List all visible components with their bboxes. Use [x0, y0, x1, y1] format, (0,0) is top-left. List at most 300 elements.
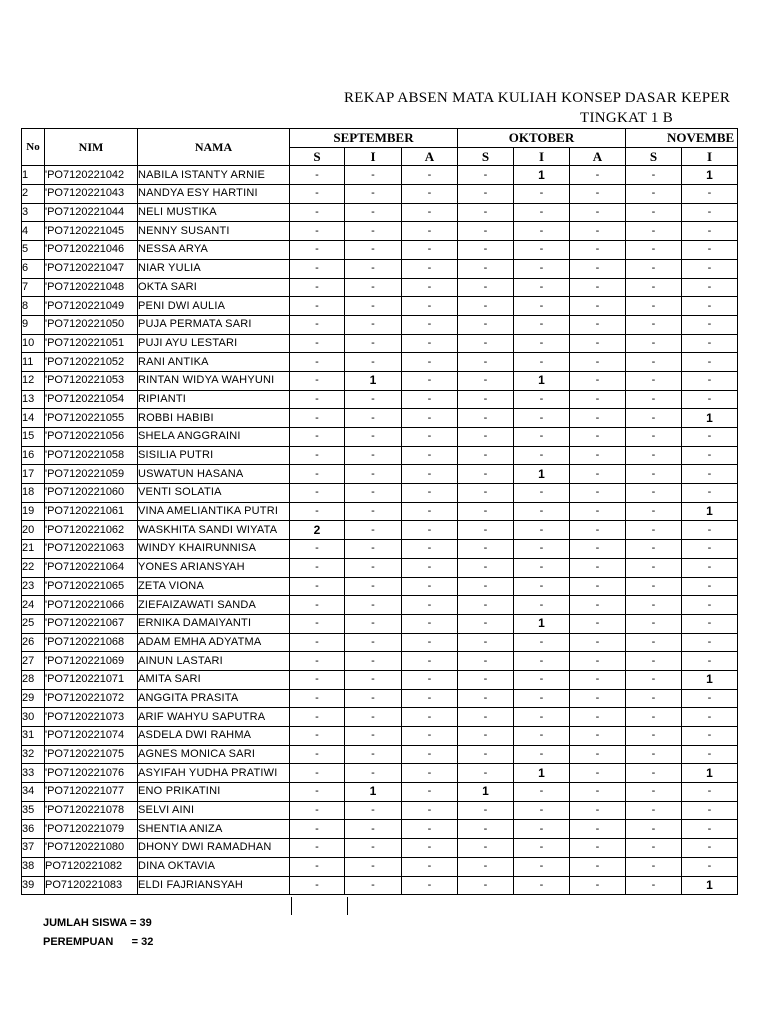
table-body — [22, 166, 738, 895]
attendance-cell: - — [345, 801, 402, 820]
attendance-cell: - — [290, 801, 345, 820]
subheader-a: A — [402, 147, 458, 166]
attendance-cell: - — [290, 315, 345, 334]
attendance-cell: - — [290, 446, 345, 465]
row-number: 38 — [22, 857, 45, 876]
attendance-cell: - — [345, 820, 402, 839]
subheader-s: S — [626, 147, 682, 166]
student-name: YONES ARIANSYAH — [138, 558, 290, 577]
row-number: 22 — [22, 558, 45, 577]
table-row — [22, 876, 738, 895]
attendance-cell: - — [290, 839, 345, 858]
student-nim: 'PO7120221042 — [45, 166, 138, 185]
attendance-cell: - — [402, 315, 458, 334]
attendance-cell: - — [290, 428, 345, 447]
student-nim: 'PO7120221054 — [45, 390, 138, 409]
attendance-cell: - — [402, 708, 458, 727]
attendance-table — [21, 128, 738, 895]
attendance-cell: - — [514, 353, 570, 372]
attendance-cell: - — [402, 745, 458, 764]
table-row — [22, 521, 738, 540]
attendance-cell: - — [290, 502, 345, 521]
student-name: ZIEFAIZAWATI SANDA — [138, 596, 290, 615]
attendance-cell: - — [626, 727, 682, 746]
student-name: ZETA VIONA — [138, 577, 290, 596]
attendance-cell: - — [290, 596, 345, 615]
student-name: ERNIKA DAMAIYANTI — [138, 614, 290, 633]
attendance-cell: - — [626, 278, 682, 297]
attendance-cell: - — [682, 839, 738, 858]
student-name: NELI MUSTIKA — [138, 203, 290, 222]
attendance-cell: 1 — [682, 876, 738, 895]
attendance-cell: - — [514, 633, 570, 652]
attendance-cell: - — [458, 708, 514, 727]
attendance-cell: - — [458, 633, 514, 652]
attendance-cell: - — [626, 633, 682, 652]
subheader-i: I — [345, 147, 402, 166]
attendance-cell: - — [514, 801, 570, 820]
attendance-cell: - — [626, 596, 682, 615]
attendance-cell: - — [570, 484, 626, 503]
student-name: NIAR YULIA — [138, 259, 290, 278]
table-row — [22, 614, 738, 633]
student-nim: 'PO7120221058 — [45, 446, 138, 465]
row-number: 37 — [22, 839, 45, 858]
attendance-cell: - — [402, 222, 458, 241]
student-name: ASYIFAH YUDHA PRATIWI — [138, 764, 290, 783]
attendance-cell: - — [402, 334, 458, 353]
attendance-cell: - — [682, 633, 738, 652]
attendance-cell: - — [345, 745, 402, 764]
attendance-cell: - — [290, 185, 345, 204]
attendance-cell: - — [402, 166, 458, 185]
attendance-cell: - — [514, 222, 570, 241]
student-nim: 'PO7120221079 — [45, 820, 138, 839]
attendance-cell: 1 — [458, 783, 514, 802]
attendance-cell: - — [290, 203, 345, 222]
table-row — [22, 484, 738, 503]
attendance-cell: - — [402, 278, 458, 297]
attendance-cell: - — [682, 222, 738, 241]
attendance-cell: - — [626, 857, 682, 876]
student-name: ELDI FAJRIANSYAH — [138, 876, 290, 895]
student-name: AGNES MONICA SARI — [138, 745, 290, 764]
attendance-cell: - — [682, 465, 738, 484]
attendance-cell: - — [345, 353, 402, 372]
attendance-cell: - — [682, 315, 738, 334]
row-number: 10 — [22, 334, 45, 353]
table-row — [22, 241, 738, 260]
attendance-cell: - — [682, 185, 738, 204]
table-row — [22, 259, 738, 278]
attendance-cell: - — [290, 241, 345, 260]
student-name: VINA AMELIANTIKA PUTRI — [138, 502, 290, 521]
attendance-cell: - — [570, 259, 626, 278]
attendance-cell: - — [682, 353, 738, 372]
attendance-cell: - — [345, 297, 402, 316]
attendance-cell: - — [345, 334, 402, 353]
attendance-cell: - — [514, 446, 570, 465]
attendance-cell: - — [514, 521, 570, 540]
attendance-cell: - — [402, 185, 458, 204]
row-number: 16 — [22, 446, 45, 465]
attendance-cell: - — [626, 670, 682, 689]
attendance-cell: - — [682, 278, 738, 297]
attendance-cell: - — [514, 259, 570, 278]
attendance-cell: - — [682, 297, 738, 316]
subheader-i: I — [682, 147, 738, 166]
attendance-cell: - — [290, 857, 345, 876]
attendance-cell: - — [514, 839, 570, 858]
attendance-cell: - — [570, 596, 626, 615]
row-number: 11 — [22, 353, 45, 372]
table-row — [22, 297, 738, 316]
attendance-cell: - — [626, 334, 682, 353]
attendance-cell: - — [458, 484, 514, 503]
attendance-cell: - — [570, 334, 626, 353]
row-number: 5 — [22, 241, 45, 260]
attendance-cell: 1 — [514, 614, 570, 633]
attendance-cell: - — [682, 446, 738, 465]
attendance-cell: - — [402, 502, 458, 521]
table-row — [22, 727, 738, 746]
attendance-cell: - — [458, 839, 514, 858]
attendance-cell: - — [570, 801, 626, 820]
student-name: SELVI AINI — [138, 801, 290, 820]
attendance-cell: - — [626, 166, 682, 185]
attendance-cell: - — [570, 428, 626, 447]
attendance-cell: - — [290, 670, 345, 689]
attendance-cell: - — [626, 371, 682, 390]
attendance-cell: - — [514, 241, 570, 260]
attendance-cell: - — [626, 783, 682, 802]
student-name: ENO PRIKATINI — [138, 783, 290, 802]
row-number: 33 — [22, 764, 45, 783]
attendance-cell: - — [402, 371, 458, 390]
attendance-cell: - — [682, 745, 738, 764]
attendance-cell: - — [290, 558, 345, 577]
attendance-cell: - — [514, 596, 570, 615]
student-name: PENI DWI AULIA — [138, 297, 290, 316]
table-row — [22, 371, 738, 390]
document-title: REKAP ABSEN MATA KULIAH KONSEP DASAR KEPER — [344, 90, 731, 106]
table-row — [22, 708, 738, 727]
attendance-cell: - — [682, 783, 738, 802]
attendance-cell: - — [458, 353, 514, 372]
student-nim: 'PO7120221075 — [45, 745, 138, 764]
attendance-cell: - — [626, 820, 682, 839]
attendance-cell: - — [570, 820, 626, 839]
student-name: SISILIA PUTRI — [138, 446, 290, 465]
attendance-cell: - — [345, 315, 402, 334]
student-name: ADAM EMHA ADYATMA — [138, 633, 290, 652]
attendance-cell: - — [682, 521, 738, 540]
table-row — [22, 409, 738, 428]
attendance-cell: - — [345, 689, 402, 708]
attendance-cell: - — [514, 409, 570, 428]
attendance-cell: - — [626, 558, 682, 577]
student-nim: 'PO7120221059 — [45, 465, 138, 484]
attendance-cell: - — [570, 297, 626, 316]
subheader-a: A — [570, 147, 626, 166]
attendance-cell: - — [458, 390, 514, 409]
attendance-cell: - — [345, 166, 402, 185]
attendance-cell: - — [290, 259, 345, 278]
attendance-cell: - — [458, 801, 514, 820]
attendance-cell: - — [402, 652, 458, 671]
row-number: 32 — [22, 745, 45, 764]
attendance-cell: - — [458, 540, 514, 559]
student-name: DHONY DWI RAMADHAN — [138, 839, 290, 858]
row-number: 28 — [22, 670, 45, 689]
table-row — [22, 801, 738, 820]
attendance-cell: - — [345, 259, 402, 278]
student-nim: 'PO7120221052 — [45, 353, 138, 372]
attendance-cell: - — [458, 521, 514, 540]
row-number: 23 — [22, 577, 45, 596]
attendance-cell: - — [682, 801, 738, 820]
attendance-cell: - — [626, 259, 682, 278]
attendance-cell: - — [402, 689, 458, 708]
row-number: 7 — [22, 278, 45, 297]
attendance-cell: - — [290, 390, 345, 409]
attendance-cell: - — [570, 558, 626, 577]
attendance-cell: - — [570, 876, 626, 895]
attendance-cell: - — [458, 577, 514, 596]
student-nim: 'PO7120221064 — [45, 558, 138, 577]
attendance-cell: - — [345, 222, 402, 241]
attendance-cell: - — [345, 614, 402, 633]
student-nim: 'PO7120221072 — [45, 689, 138, 708]
attendance-cell: - — [345, 521, 402, 540]
subheader-s: S — [458, 147, 514, 166]
attendance-cell: - — [682, 334, 738, 353]
attendance-cell: 1 — [514, 465, 570, 484]
attendance-cell: - — [345, 764, 402, 783]
attendance-cell: - — [682, 820, 738, 839]
attendance-cell: - — [290, 166, 345, 185]
attendance-cell: - — [682, 390, 738, 409]
student-nim: 'PO7120221060 — [45, 484, 138, 503]
attendance-cell: - — [458, 428, 514, 447]
attendance-cell: 1 — [514, 371, 570, 390]
table-row — [22, 465, 738, 484]
total-students: JUMLAH SISWA = 39 — [43, 917, 152, 929]
attendance-cell: - — [626, 708, 682, 727]
attendance-cell: - — [345, 465, 402, 484]
student-nim: 'PO7120221062 — [45, 521, 138, 540]
attendance-cell: - — [514, 857, 570, 876]
attendance-cell: - — [458, 558, 514, 577]
attendance-cell: - — [514, 203, 570, 222]
table-row — [22, 278, 738, 297]
attendance-cell: - — [402, 259, 458, 278]
attendance-cell: - — [514, 185, 570, 204]
row-number: 27 — [22, 652, 45, 671]
table-row — [22, 203, 738, 222]
table-row — [22, 185, 738, 204]
attendance-cell: 1 — [514, 166, 570, 185]
attendance-cell: - — [345, 708, 402, 727]
table-row — [22, 857, 738, 876]
attendance-cell: - — [514, 783, 570, 802]
student-name: SHENTIA ANIZA — [138, 820, 290, 839]
attendance-cell: - — [402, 521, 458, 540]
attendance-cell: - — [570, 670, 626, 689]
attendance-cell: - — [682, 689, 738, 708]
student-name: DINA OKTAVIA — [138, 857, 290, 876]
student-name: RINTAN WIDYA WAHYUNI — [138, 371, 290, 390]
student-name: PUJA PERMATA SARI — [138, 315, 290, 334]
student-nim: 'PO7120221055 — [45, 409, 138, 428]
student-name: RANI ANTIKA — [138, 353, 290, 372]
attendance-cell: - — [402, 446, 458, 465]
attendance-cell: - — [626, 577, 682, 596]
attendance-cell: - — [458, 689, 514, 708]
attendance-cell: - — [402, 558, 458, 577]
attendance-cell: - — [458, 446, 514, 465]
table-row — [22, 446, 738, 465]
attendance-cell: - — [458, 745, 514, 764]
attendance-cell: - — [402, 614, 458, 633]
student-nim: 'PO7120221050 — [45, 315, 138, 334]
row-number: 29 — [22, 689, 45, 708]
row-number: 18 — [22, 484, 45, 503]
row-number: 30 — [22, 708, 45, 727]
attendance-cell: - — [514, 745, 570, 764]
student-nim: 'PO7120221080 — [45, 839, 138, 858]
attendance-cell: - — [514, 689, 570, 708]
document-subtitle: TINGKAT 1 B — [580, 110, 674, 126]
row-number: 6 — [22, 259, 45, 278]
attendance-cell: - — [290, 577, 345, 596]
attendance-cell: - — [458, 596, 514, 615]
table-row — [22, 839, 738, 858]
student-name: NESSA ARYA — [138, 241, 290, 260]
student-nim: 'PO7120221074 — [45, 727, 138, 746]
attendance-cell: - — [626, 409, 682, 428]
attendance-cell: - — [402, 484, 458, 503]
attendance-cell: - — [458, 409, 514, 428]
student-nim: 'PO7120221065 — [45, 577, 138, 596]
table-row — [22, 334, 738, 353]
subheader-s: S — [290, 147, 345, 166]
student-nim: 'PO7120221061 — [45, 502, 138, 521]
table-row — [22, 670, 738, 689]
attendance-cell: - — [514, 820, 570, 839]
attendance-cell: - — [458, 820, 514, 839]
student-name: USWATUN HASANA — [138, 465, 290, 484]
student-nim: 'PO7120221066 — [45, 596, 138, 615]
attendance-cell: - — [458, 670, 514, 689]
student-nim: 'PO7120221063 — [45, 540, 138, 559]
student-name: WASKHITA SANDI WIYATA — [138, 521, 290, 540]
attendance-cell: 1 — [682, 670, 738, 689]
attendance-cell: - — [345, 727, 402, 746]
attendance-cell: - — [514, 428, 570, 447]
attendance-cell: - — [570, 353, 626, 372]
attendance-cell: - — [458, 203, 514, 222]
header-month-oktober: OKTOBER — [458, 129, 626, 148]
attendance-cell: - — [682, 259, 738, 278]
row-number: 35 — [22, 801, 45, 820]
row-number: 9 — [22, 315, 45, 334]
female-count: PEREMPUAN = 32 — [43, 936, 154, 948]
student-name: AINUN LASTARI — [138, 652, 290, 671]
attendance-cell: 1 — [345, 371, 402, 390]
attendance-cell: - — [402, 203, 458, 222]
attendance-cell: - — [626, 540, 682, 559]
student-name: VENTI SOLATIA — [138, 484, 290, 503]
student-nim: 'PO7120221049 — [45, 297, 138, 316]
attendance-cell: - — [345, 428, 402, 447]
attendance-cell: - — [345, 446, 402, 465]
student-nim: 'PO7120221048 — [45, 278, 138, 297]
attendance-cell: - — [626, 614, 682, 633]
attendance-cell: - — [458, 614, 514, 633]
student-name: OKTA SARI — [138, 278, 290, 297]
attendance-cell: - — [290, 540, 345, 559]
attendance-cell: - — [290, 278, 345, 297]
attendance-cell: - — [402, 465, 458, 484]
student-name: ANGGITA PRASITA — [138, 689, 290, 708]
attendance-cell: - — [514, 278, 570, 297]
table-row — [22, 353, 738, 372]
attendance-cell: - — [402, 820, 458, 839]
attendance-cell: - — [626, 745, 682, 764]
attendance-cell: - — [626, 297, 682, 316]
header-no: No — [22, 129, 45, 166]
attendance-cell: - — [570, 185, 626, 204]
attendance-cell: - — [458, 241, 514, 260]
attendance-cell: - — [290, 783, 345, 802]
attendance-cell: - — [682, 540, 738, 559]
attendance-cell: - — [514, 708, 570, 727]
attendance-cell: - — [514, 540, 570, 559]
attendance-cell: - — [626, 241, 682, 260]
student-name: PUJI AYU LESTARI — [138, 334, 290, 353]
attendance-cell: - — [402, 839, 458, 858]
attendance-cell: - — [458, 727, 514, 746]
attendance-cell: - — [345, 540, 402, 559]
attendance-cell: - — [345, 203, 402, 222]
attendance-cell: - — [345, 484, 402, 503]
student-name: NENNY SUSANTI — [138, 222, 290, 241]
attendance-cell: - — [458, 764, 514, 783]
row-number: 31 — [22, 727, 45, 746]
attendance-cell: - — [514, 484, 570, 503]
attendance-cell: - — [570, 521, 626, 540]
attendance-cell: - — [345, 502, 402, 521]
student-name: RIPIANTI — [138, 390, 290, 409]
attendance-cell: - — [514, 334, 570, 353]
attendance-cell: - — [626, 876, 682, 895]
attendance-cell: - — [626, 801, 682, 820]
attendance-cell: - — [626, 446, 682, 465]
student-nim: 'PO7120221073 — [45, 708, 138, 727]
table-row — [22, 428, 738, 447]
row-number: 1 — [22, 166, 45, 185]
attendance-cell: - — [290, 689, 345, 708]
student-name: WINDY KHAIRUNNISA — [138, 540, 290, 559]
attendance-cell: - — [570, 614, 626, 633]
row-number: 12 — [22, 371, 45, 390]
student-nim: 'PO7120221053 — [45, 371, 138, 390]
attendance-cell: - — [570, 166, 626, 185]
attendance-cell: - — [290, 297, 345, 316]
attendance-cell: - — [570, 745, 626, 764]
attendance-cell: - — [458, 876, 514, 895]
